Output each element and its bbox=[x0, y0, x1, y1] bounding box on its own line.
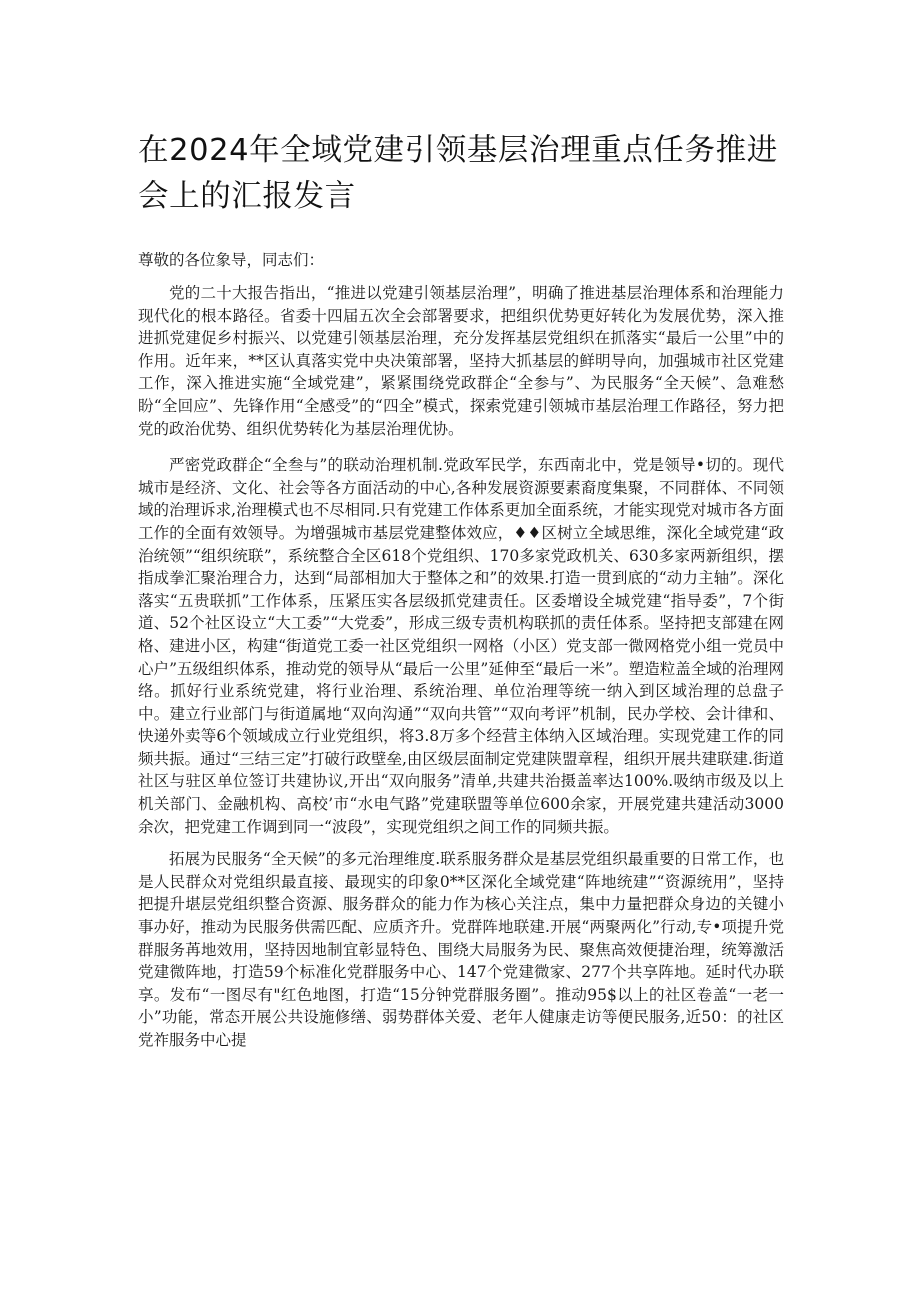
salutation: 尊敬的各位象导，同志们： bbox=[138, 251, 325, 269]
paragraph-intro: 党的二十大报告指出，“推进以党建引领基层治理”，明确了推进基层治理体系和治理能力现代化的根本路径。省委十四届五次全会部署要求，把组织优势更好转化为发展优势，深入推进抓党建促乡村振兴、以党建引领基层治理，充分发挥基层党组织在抓落实“最后一公里”中的作用。近年来，**区认真落实党中央决策部署，坚持大抓基层的鲜明导向，加强城市社区党建工作，深入推进实施“全域党建”，紧紧围绕党政群企“全参与”、为民服务“全天候”、急难愁盼“全回应”、先锋作用“全感受”的“四全”模式，探索党建引领城市基层治理工作路径，努力把党的政治优势、组织优势转化为基层治理优协。 bbox=[138, 284, 784, 438]
paragraph-service-dimension: 拓展为民服务“全天候”的多元治理维度.联系服务群众是基层党组织最重要的日常工作，也是人民群众对党组织最直接、最现实的印象0**区深化全域党建“阵地统建”“资源统用”，坚持把提升堪层党组织整合资源、服务群众的能力作为核心关注点，集中力量把群众身边的关键小事办好，推动为民服务供需匹配、应质齐升。党群阵地联建.开展“两聚两化”行动,专•项提升党群服务苒地效用，坚持因地制宜彰显特色、围绕大局服务为民、聚焦高效便捷治理，统筹激活党建微阵地，打造59个标准化党群服务中心、147个党建微家、277个共享阵地。延时代办联享。发布“一图尽有"红色地图，打造“15分钟党群服务圈”。推动95$以上的社区卷盖“一老一小”功能，常态开展公共设施修缮、弱势群体关爱、老年人健康走访等便民服务,近50：的社区党祚服务中心提 bbox=[138, 850, 784, 1049]
paragraph-linkage-mechanism: 严密党政群企“全叁与”的联动治理机制.党政军民学，东西南北中，党是领导•切的。现代城市是经济、文化、社会等各方面活动的中心,各种发展资源要素裔度集聚，不同群体、不同领域的治理诉求,治理模式也不尽相同.只有党建工作体系更加全面系统，才能实现党对城市各方面工作的全面有效领导。为增强城市基层党建整体效应，♦♦区树立全域思维，深化全域党建“政治统领”“组织统联”，系统整合全区618个党组织、170多家党政机关、630多家两新组织，摆指成拳汇聚治理合力，达到“局部相加大于整体之和”的效果.打造一贯到底的“动力主轴”。深化落实“五贵联抓”工作体系，压紧压实各层级抓党建责任。区委增设全城党建“指导委”，7个街道、52个社区设立“大工委”“大党委”，形成三级专责机构联抓的责任体系。坚持把支部建在网格、建进小区，构建“街道党工委一社区党组织一网格（小区）党支部一微网格党小组一党员中心户”五级组织体系，推动党的领导从“最后一公里”延伸至“最后一米”。塑造粒盖全域的治理网络。抓好行业系统党建，将行业治理、系统治理、单位治理等统一纳入到区域治理的总盘子中。建立行业部门与街道属地“双向沟通”“双向共管”“双向考评”机制，民办学校、会计律和、快递外卖等6个领域成立行业党组织，将3.8万多个经营主体纳入区域治理。实现党建工作的同频共振。通过“三结三定”打破行政壁垒,由区级层面制定党建陕盟章程，组织开展共建联建.街道社区与驻区单位签订共建协议,开出“双向服务”清单,共建共治摄盖率达100%.吸纳市级及以上机关部门、金融机构、高校’市“水电气路”党建联盟等单位600余家，开展党建共建活动3000余次，把党建工作调到同一“波段”，实现党组织之间工作的同频共振。 bbox=[138, 456, 784, 836]
document-title: 在2024年全域党建引领基层治理重点任务推进会上的汇报发言 bbox=[138, 133, 778, 214]
